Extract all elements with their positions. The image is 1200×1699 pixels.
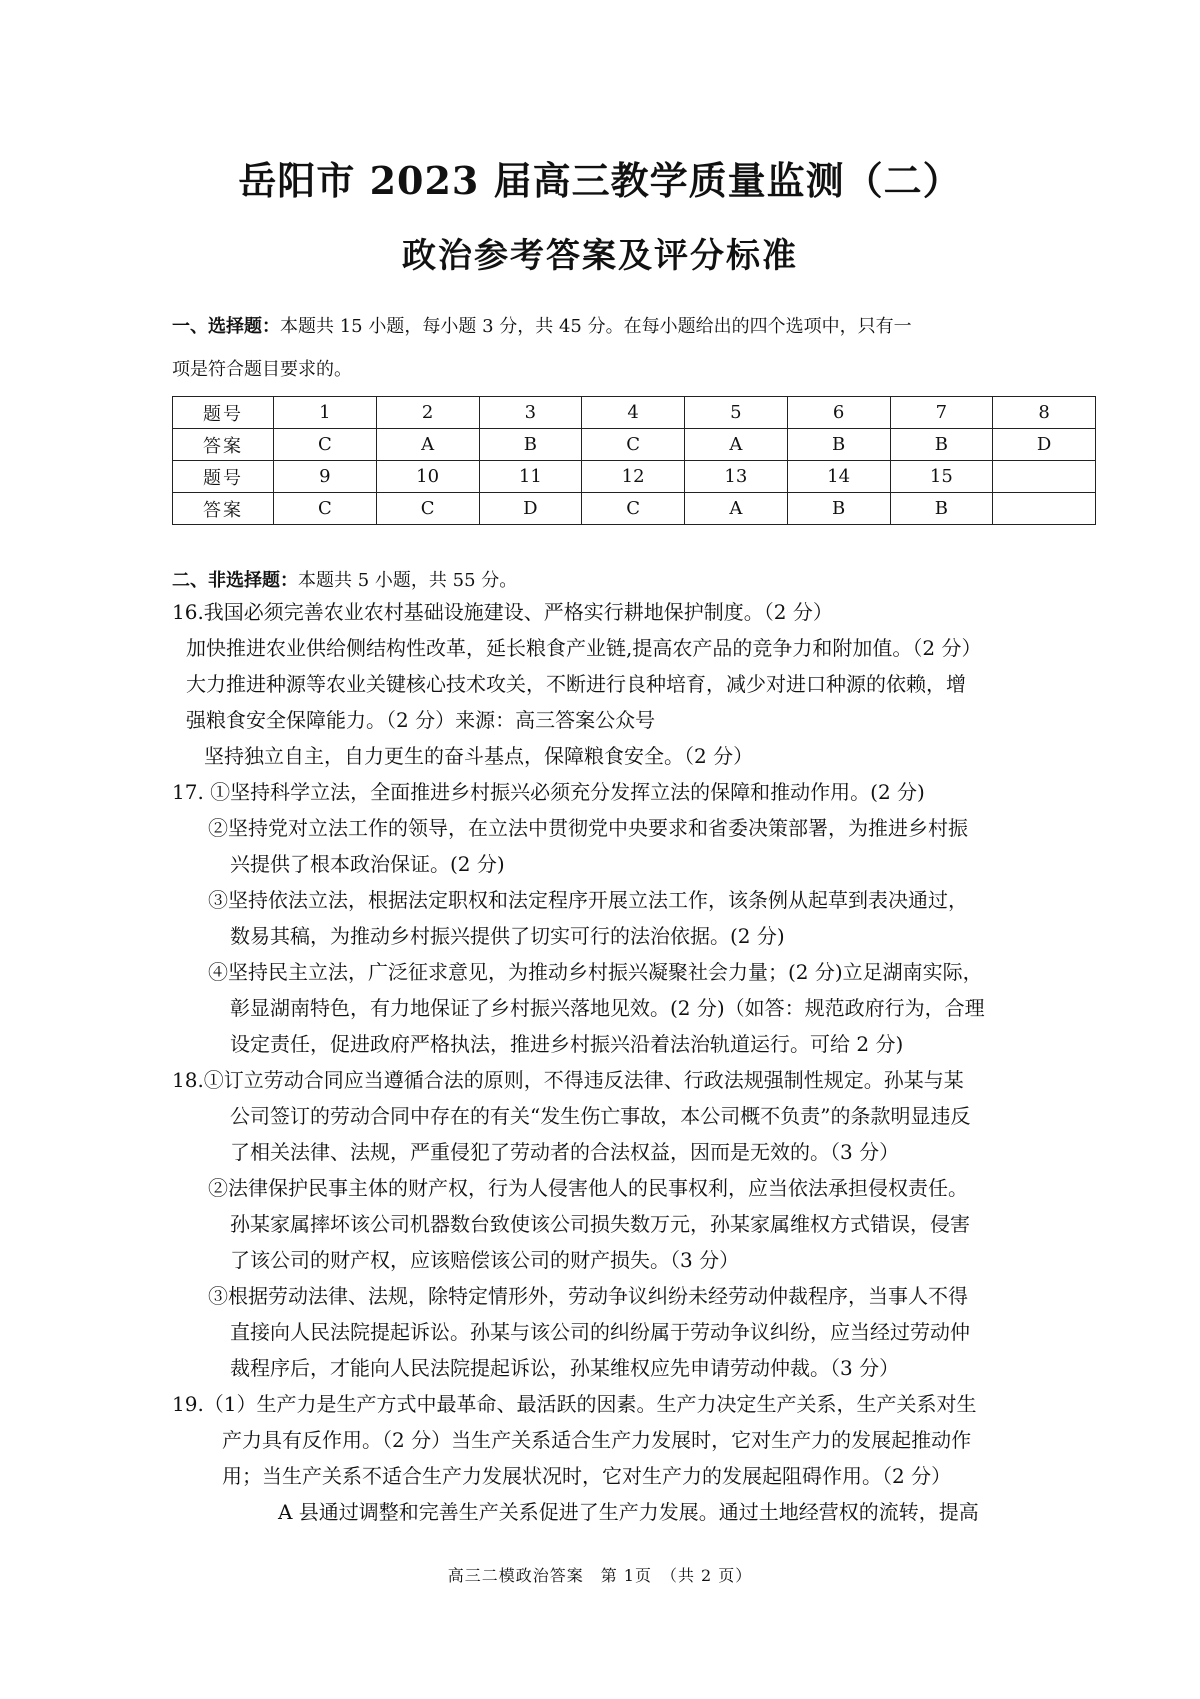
answer-line: 兴提供了根本政治保证。(2 分) [230,852,505,876]
answer-line: 直接向人民法院提起诉讼。孙某与该公司的纠纷属于劳动争议纠纷，应当经过劳动仲 [230,1320,970,1344]
table-cell: C [582,429,685,461]
table-cell: C [274,429,377,461]
section1-text: 本题共 15 小题，每小题 3 分，共 45 分。在每小题给出的四个选项中，只有一 [280,316,912,337]
table-cell: 11 [479,461,582,493]
table-cell: B [787,493,890,525]
table-cell: 13 [685,461,788,493]
section2-heading: 二、非选择题： [172,570,298,591]
answer-line: ②坚持党对立法工作的领导，在立法中贯彻党中央要求和省委决策部署，为推进乡村振 [208,816,968,840]
answer-line: 大力推进种源等农业关键核心技术攻关，不断进行良种培育，减少对进口种源的依赖，增 [186,672,966,696]
section2-text: 本题共 5 小题，共 55 分。 [298,570,518,591]
answer-line: 设定责任，促进政府严格执法，推进乡村振兴沿着法治轨道运行。可给 2 分) [230,1032,904,1056]
table-cell: C [582,493,685,525]
table-cell: 2 [376,397,479,429]
table-cell: A [376,429,479,461]
answer-line: 孙某家属摔坏该公司机器数台致使该公司损失数万元，孙某家属维权方式错误，侵害 [230,1212,970,1236]
answer-line: 19.（1）生产力是生产方式中最革命、最活跃的因素。生产力决定生产关系，生产关系对生 [172,1392,977,1416]
answer-line: 坚持独立自主，自力更生的奋斗基点，保障粮食安全。（2 分） [204,744,754,768]
table-cell: 7 [890,397,993,429]
answer-line: 了该公司的财产权，应该赔偿该公司的财产损失。（3 分） [230,1248,740,1272]
table-cell [993,493,1096,525]
table-cell: 15 [890,461,993,493]
answer-line: 裁程序后，才能向人民法院提起诉讼，孙某维权应先申请劳动仲裁。（3 分） [230,1356,900,1380]
page-title: 岳阳市 2023 届高三教学质量监测（二） [238,158,962,203]
table-cell: 5 [685,397,788,429]
table-cell: 8 [993,397,1096,429]
table-cell: 答案 [173,493,274,525]
table-cell: B [890,429,993,461]
answer-line: 加快推进农业供给侧结构性改革，延长粮食产业链,提高农产品的竞争力和附加值。（2 分） [186,636,982,660]
table-cell: 12 [582,461,685,493]
table-cell: C [376,493,479,525]
table-cell: B [890,493,993,525]
answer-line: 强粮食安全保障能力。（2 分）来源：高三答案公众号 [186,708,656,732]
answer-line: 数易其稿，为推动乡村振兴提供了切实可行的法治依据。(2 分) [230,924,785,948]
page-footer: 高三二模政治答案 第 1页 （共 2 页） [447,1566,753,1585]
table-row [173,493,1096,525]
table-cell: B [479,429,582,461]
table-cell: 答案 [173,429,274,461]
answer-line: ④坚持民主立法，广泛征求意见，为推动乡村振兴凝聚社会力量；(2 分)立足湖南实际， [208,960,983,984]
table-cell: 6 [787,397,890,429]
section1-heading: 一、选择题： [172,316,280,337]
answer-line: 公司签订的劳动合同中存在的有关“发生伤亡事故，本公司概不负责”的条款明显违反 [230,1104,971,1128]
table-row [173,461,1096,493]
table-cell: 题号 [173,461,274,493]
answer-line: 用；当生产关系不适合生产力发展状况时，它对生产力的发展起阻碍作用。（2 分） [222,1464,952,1488]
answer-line: 16.我国必须完善农业农村基础设施建设、严格实行耕地保护制度。（2 分） [172,600,833,624]
answer-line: 了相关法律、法规，严重侵犯了劳动者的合法权益，因而是无效的。（3 分） [230,1140,900,1164]
table-cell: B [787,429,890,461]
answer-line: 产力具有反作用。（2 分）当生产关系适合生产力发展时，它对生产力的发展起推动作 [222,1428,972,1452]
table-cell: D [479,493,582,525]
page-subtitle: 政治参考答案及评分标准 [402,236,798,276]
table-cell: A [685,493,788,525]
table-cell: A [685,429,788,461]
table-cell [993,461,1096,493]
table-cell: 4 [582,397,685,429]
answer-line: ③根据劳动法律、法规，除特定情形外，劳动争议纠纷未经劳动仲裁程序，当事人不得 [208,1284,968,1308]
table-cell: C [274,493,377,525]
section1-line2: 项是符合题目要求的。 [172,359,352,380]
answer-line: 彰显湖南特色，有力地保证了乡村振兴落地见效。(2 分)（如答：规范政府行为，合理 [230,996,985,1020]
table-row [173,397,1096,429]
section1-line1 [172,312,912,338]
table-cell: D [993,429,1096,461]
table-cell: 14 [787,461,890,493]
answer-table [172,396,1096,525]
table-cell: 10 [376,461,479,493]
table-cell: 3 [479,397,582,429]
section2-line [172,566,517,592]
table-cell: 1 [274,397,377,429]
answer-line: A 县通过调整和完善生产关系促进了生产力发展。通过土地经营权的流转，提高 [278,1500,979,1524]
answer-line: 17. ①坚持科学立法，全面推进乡村振兴必须充分发挥立法的保障和推动作用。(2 分) [172,780,925,804]
table-row [173,429,1096,461]
answer-line: ③坚持依法立法，根据法定职权和法定程序开展立法工作，该条例从起草到表决通过， [208,888,968,912]
table-cell: 9 [274,461,377,493]
answer-line: ②法律保护民事主体的财产权，行为人侵害他人的民事权利，应当依法承担侵权责任。 [208,1176,968,1200]
table-cell: 题号 [173,397,274,429]
answer-line: 18.①订立劳动合同应当遵循合法的原则，不得违反法律、行政法规强制性规定。孙某与某 [172,1068,964,1092]
